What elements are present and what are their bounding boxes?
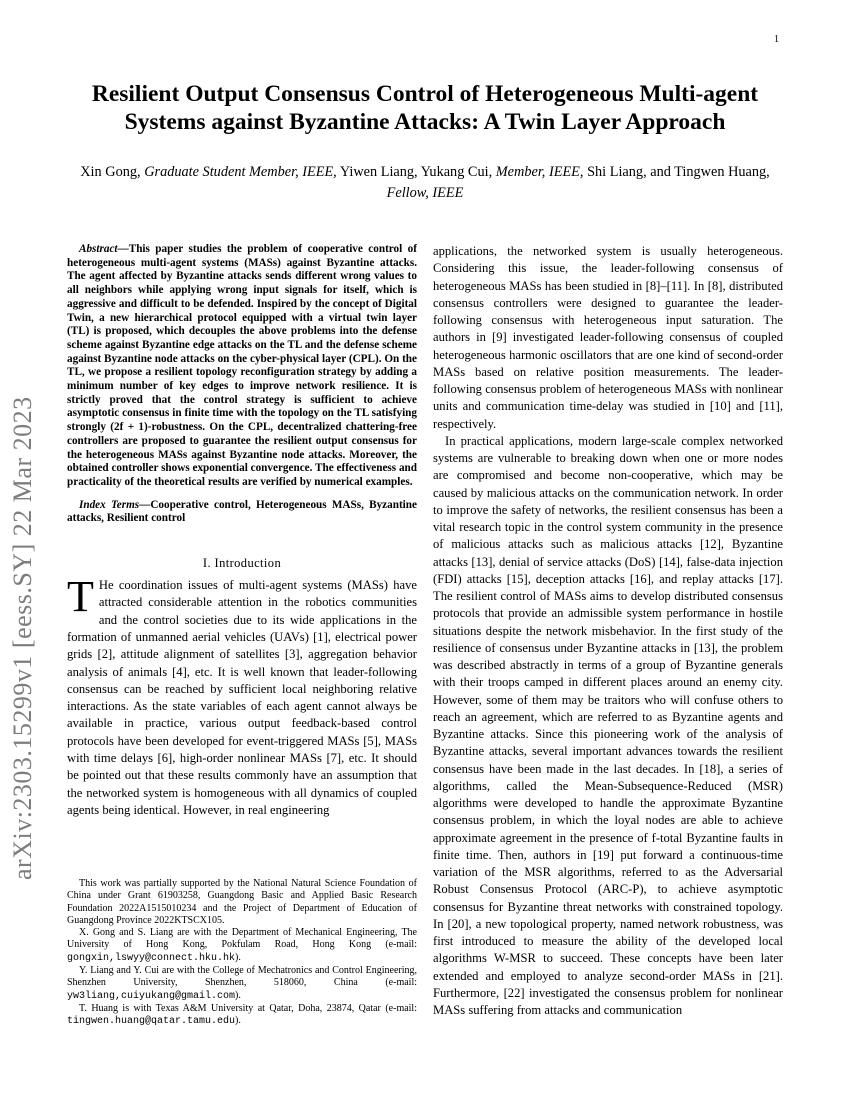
body-paragraph: In practical applications, modern large-scale complex networked systems are vulnerable to breaking down when one or more nodes are compromised and become non-cooperative, which may be caused by malicious attacks on the communication network. In order to improve the safety of networks, the resilient consensus has been a vital research topic in the control system community in the presence of malicious attacks such as malicious attacks [12], Byzantine attacks [13], denial of service attacks (DoS) [14], false-data injection (FDI) attacks [15], deception attacks [16], and replay attacks [17]. The resilient control of MASs aims to develop distributed consensus protocols that provide an admissible system performance in hostile situations despite the network misbehavior. In the first study of the resilience of consensus under Byzantine attacks in [13], the problem was described abstractly in terms of a group of Byzantine generals with their troops camped in different places around an enemy city. However, some of them may be traitors who will confuse others to reach an agreement, which are referred to as Byzantine agents and Byzantine attacks. Since this pioneering work of the analysis of Byzantine attacks, several important advances towards the resilient consensus have been made in the last decades. In [18], a series of algorithms, called the Mean-Subsequence-Reduced (MSR) algorithms were developed to handle the approximate Byzantine consensus problem, in which the loyal nodes are able to achieve approximate agreement in the presence of f-total Byzantine faults in finite time. Then, authors in [19] put forward a continuous-time variation of the MSR algorithms, referred to as the Adversarial Robust Consensus Protocol (ARC-P), to achieve asymptotic consensus for Byzantine threat networks with constrained topology. In [20], a new topological property, named network robustness, was first introduced to measure the ability of the developed local algorithms W-MSR to succeed. These concepts have been later extended and employed to analyze second-order MASs in [21]. Furthermore, [22] investigated the consensus problem for nonlinear MASs suffering from attacks and communication xyxy=(433,433,783,1017)
index-terms-label: Index Terms xyxy=(79,498,140,511)
affiliation-footnote: Y. Liang and Y. Cui are with the College of Mechatronics and Control Engineering, Shenzhen University, Shenzhen, 518060, China (e-mail: yw3liang,cuiyukang@gmail.com). xyxy=(67,965,417,1002)
index-terms-text: —Cooperative control, Heterogeneous MASs, Byzantine attacks, Resilient control xyxy=(67,498,417,525)
abstract-label: Abstract xyxy=(79,243,118,255)
email-address[interactable]: tingwen.huang@qatar.tamu.edu xyxy=(67,1016,236,1028)
funding-footnote: This work was partially supported by the National Natural Science Foundation of China under Grant 61903258, Guangdong Basic and Applied Basic Research Foundation 2022A1515010234 and the Project of Department of Education of Guangdong Province 2022KTSCX105. xyxy=(67,878,417,926)
author-name: Xin Gong, xyxy=(80,164,141,180)
index-terms xyxy=(67,499,417,526)
section-heading-introduction: I. Introduction xyxy=(202,556,282,571)
author-affiliation: Member, IEEE, xyxy=(495,164,584,180)
email-address[interactable]: yw3liang,cuiyukang@gmail.com xyxy=(67,990,236,1002)
abstract xyxy=(67,243,417,490)
left-column xyxy=(67,243,417,819)
footnotes xyxy=(67,878,417,1029)
intro-paragraph xyxy=(67,572,417,819)
paper-title: Resilient Output Consensus Control of Heterogeneous Multi-agent Systems against Byzantine Attacks: A Twin Layer Approach xyxy=(91,81,759,135)
author-name: Shi Liang, and Tingwen Huang, xyxy=(587,164,770,180)
author-affiliation: Fellow, IEEE xyxy=(386,185,464,201)
author-affiliation: Graduate Student Member, IEEE, xyxy=(144,164,337,180)
author-list xyxy=(66,162,784,204)
drop-cap: T xyxy=(67,572,94,622)
email-address[interactable]: gongxin,lswyy@connect.hku.hk xyxy=(67,952,236,964)
right-column xyxy=(433,243,783,1019)
page-number: 1 xyxy=(774,34,779,45)
author-name: Yiwen Liang, Yukang Cui, xyxy=(339,164,493,180)
body-paragraph: applications, the networked system is usually heterogeneous. Considering this issue, the leader-following consensus of heterogeneous MASs has been studied in [8]–[11]. In [8], distributed consensus controllers were designed to guarantee the leader-following consensus with heterogeneous input saturation. The authors in [9] investigated leader-following consensus of coupled heterogeneous harmonic oscillators that are one kind of second-order MASs based on relative position measurements. The leader-following consensus problem of heterogeneous MASs with nonlinear units and communication time-delay was studied in [10] and [11], respectively. xyxy=(433,244,783,431)
affiliation-footnote: X. Gong and S. Liang are with the Department of Mechanical Engineering, The University of Hong Kong, Pokfulam Road, Hong Kong (e-mail: gongxin,lswyy@connect.hku.hk). xyxy=(67,927,417,964)
affiliation-footnote: T. Huang is with Texas A&M University at Qatar, Doha, 23874, Qatar (e-mail: tingwen.huang@qatar.tamu.edu). xyxy=(67,1002,417,1028)
abstract-text: —This paper studies the problem of cooperative control of heterogeneous multi-agent systems (MASs) against Byzantine attacks. The agent affected by Byzantine attacks sends different wrong values to all neighbors while applying wrong input signals for itself, which is aggressive and difficult to be defended. Inspired by the concept of Digital Twin, a new hierarchical protocol equipped with a virtual twin layer (TL) is proposed, which decouples the above problems into the defense scheme against Byzantine edge attacks on the TL and the defense scheme against Byzantine node attacks on the cyber-physical layer (CPL). On the TL, we propose a resilient topology reconfiguration strategy by adding a minimum number of key edges to improve network resilience. It is strictly proved that the control strategy is sufficient to achieve asymptotic consensus in finite time with the topology on the TL satisfying strongly (2f + 1)-robustness. On the CPL, decentralized chattering-free controllers are proposed to guarantee the resilient output consensus for the heterogeneous MASs against Byzantine node attacks. Moreover, the obtained controller shows exponential convergence. The effectiveness and practicality of the theoretical results are verified by numerical examples. xyxy=(67,243,417,488)
arxiv-identifier-stamp[interactable]: arXiv:2303.15299v1 [eess.SY] 22 Mar 2023 xyxy=(8,396,37,880)
intro-text: He coordination issues of multi-agent systems (MASs) have attracted considerable attention in the robotics communities and the control societies due to its wide applications in the formation of unmanned aerial vehicles (UAVs) [1], electrical power grids [2], attitude alignment of satellites [3], aggregation behavior analysis of animals [4], etc. It is well known that leader-following consensus can be reached by sufficient local neighboring relative interactions. As the state variables of each agent cannot always be available in practice, various output feedback-based control protocols have been developed for event-triggered MASs [5], MASs with time delays [6], high-order nonlinear MASs [7], etc. It should be pointed out that these results commonly have an assumption that the networked system is homogeneous with all dynamics of coupled agents being identical. However, in real engineering xyxy=(67,578,417,817)
